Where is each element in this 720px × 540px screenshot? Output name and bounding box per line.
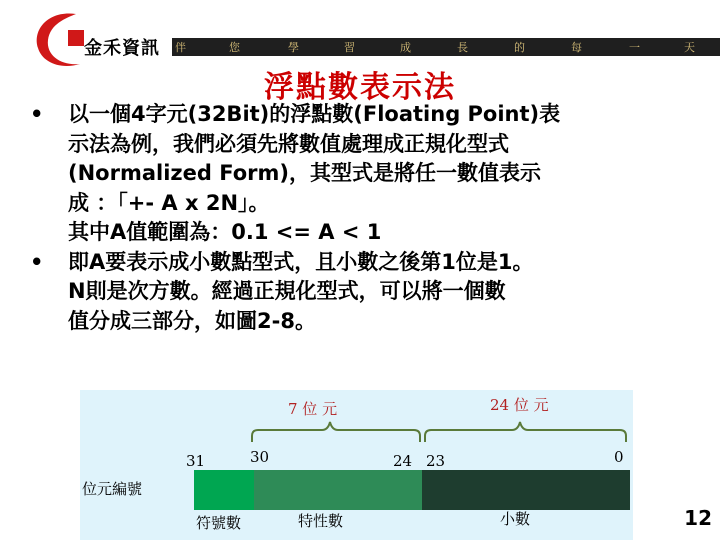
bullet-line: 其中A值範圍為：0.1 <= A < 1 (68, 220, 382, 244)
exponent-caption: 特性數 (298, 512, 344, 530)
bullet-line: N則是次方數。經過正規化型式，可以將一個數 (68, 279, 506, 303)
label-7bits: 7 位 元 (288, 400, 338, 418)
slogan-char: 天 (684, 41, 695, 54)
bullet-item (30, 100, 700, 248)
bullet-marker: • (30, 249, 44, 274)
bit-24-label: 24 (393, 452, 413, 470)
slogan-char: 長 (457, 41, 468, 54)
bit-layout-figure (80, 390, 633, 540)
label-24bits: 24 位 元 (490, 396, 549, 414)
page-number: 12 (684, 506, 712, 530)
fraction-caption: 小數 (500, 510, 531, 528)
slogan-char: 學 (288, 41, 299, 54)
brand-name: 金禾資訊 (84, 38, 160, 59)
bit-31-label: 31 (186, 452, 206, 470)
exponent-bar (254, 470, 422, 510)
slogan-banner (172, 38, 720, 56)
fraction-bar (422, 470, 630, 510)
brace-24bits (425, 422, 626, 442)
brace-7bits (252, 422, 420, 442)
slide-title: 浮點數表示法 (264, 70, 456, 105)
slogan-char: 每 (571, 41, 582, 54)
sign-bit-bar (194, 470, 254, 510)
slogan-char: 習 (344, 41, 355, 54)
sign-caption: 符號數 (196, 514, 242, 532)
bullet-line: 成 ：「+- A x 2N」。 (68, 190, 270, 215)
bit-23-label: 23 (426, 452, 446, 470)
bit-0-label: 0 (614, 448, 624, 466)
bullet-line: 示法為例，我們必須先將數值處理成正規化型式 (68, 131, 509, 156)
bullet-line: (Normalized Form)，其型式是將任一數值表示 (68, 161, 541, 185)
bullet-marker: • (30, 102, 44, 126)
bullet-line: 即A要表示成小數點型式，且小數之後第1位是1。 (68, 249, 534, 274)
bit-number-row-label: 位元編號 (82, 480, 143, 498)
bullet-list (30, 100, 700, 336)
bit-30-label: 30 (250, 448, 270, 466)
slogan-char: 伴 (175, 41, 186, 54)
slogan-char: 成 (400, 41, 411, 54)
slogan-char: 一 (629, 41, 640, 54)
bullet-line: 值分成三部分，如圖2-8。 (68, 308, 316, 333)
bullet-line: 以一個4字元(32Bit)的浮點數(Floating Point)表 (68, 102, 561, 126)
slogan-char: 的 (514, 41, 525, 54)
slogan-char: 您 (229, 41, 240, 54)
bullet-item (30, 248, 700, 337)
